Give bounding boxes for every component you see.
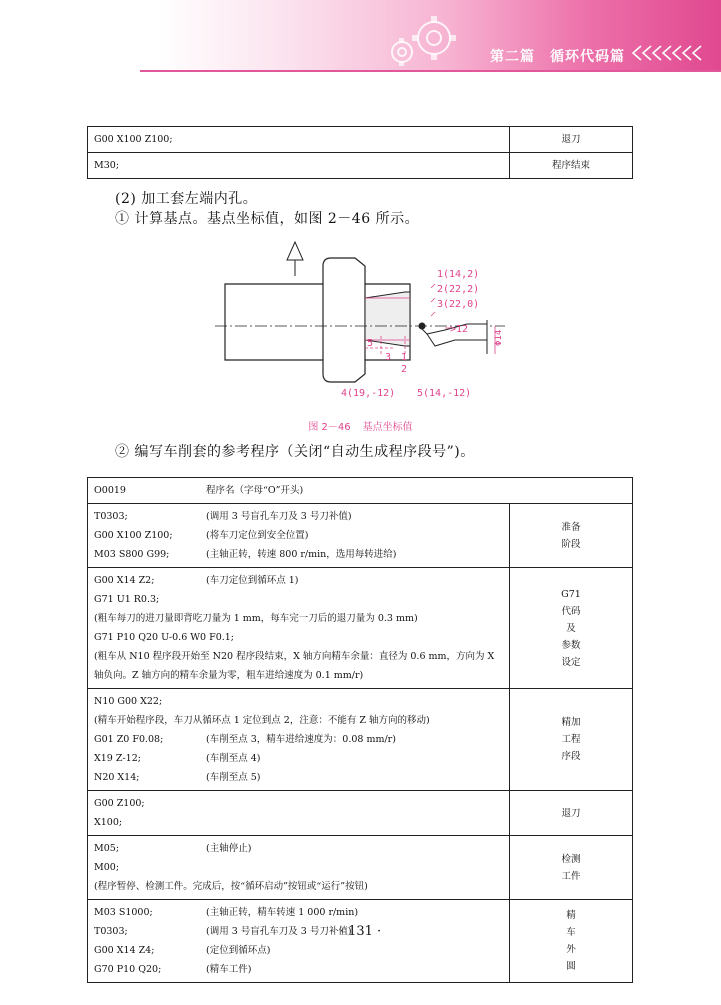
dimension-12-label: >12 xyxy=(450,324,469,335)
code-line xyxy=(94,507,503,526)
note-text: G71 xyxy=(561,588,581,600)
code-statement: M00; xyxy=(94,862,120,873)
note-cell xyxy=(510,689,633,791)
code-statement: G00 X14 Z2; xyxy=(94,575,155,586)
code-comment: (主轴停止) xyxy=(206,843,252,854)
code-line xyxy=(94,813,503,832)
figure-number: 图 2－46 xyxy=(308,422,351,433)
code-cell xyxy=(88,689,510,791)
code-line xyxy=(94,571,503,590)
note-cell xyxy=(510,900,633,983)
program-end-table xyxy=(87,126,633,179)
code-line xyxy=(94,960,503,979)
marker-2-label: 2 xyxy=(401,364,408,375)
code-line xyxy=(94,590,503,609)
code-comment: (车刀定位到循环点 1) xyxy=(206,575,299,586)
marker-3-label: 3 xyxy=(385,352,392,363)
code-statement: G00 Z100; xyxy=(94,798,145,809)
point-4-label: 4(19,-12) xyxy=(341,388,396,399)
code-statement: G71 U1 R0.3; xyxy=(94,594,160,605)
code-comment: (精车工件) xyxy=(206,964,252,975)
code-comment: (主轴正转，转速 800 r/min，选用每转进给) xyxy=(206,549,397,560)
note-text: 工件 xyxy=(561,870,581,882)
code-cell xyxy=(88,836,510,900)
note-text: 车 xyxy=(566,927,576,938)
code-line xyxy=(94,545,503,564)
table-row xyxy=(88,791,633,836)
section-title: 第二篇 循环代码篇 xyxy=(490,49,625,65)
code-line xyxy=(94,903,503,922)
code-comment: (将车刀定位到安全位置) xyxy=(206,530,309,541)
note-text: 精加 xyxy=(561,717,581,728)
program-name-cell xyxy=(88,478,633,504)
code-line xyxy=(94,526,503,545)
table-row xyxy=(88,836,633,900)
table-row xyxy=(88,504,633,568)
point-5-label: 5(14,-12) xyxy=(417,388,472,399)
code-comment: (定位到循环点) xyxy=(206,945,271,956)
note-text: 圆 xyxy=(566,961,576,972)
code-line xyxy=(94,768,503,787)
table-row xyxy=(88,568,633,689)
code-statement: X19 Z-12; xyxy=(94,753,141,764)
code-line xyxy=(94,628,503,647)
code-line xyxy=(94,749,503,768)
step-heading: (2) 加工套左端内孔。 xyxy=(115,191,258,207)
note-cell xyxy=(510,791,633,836)
note-text: 参数 xyxy=(561,639,581,651)
program-number: O0019 xyxy=(94,485,126,496)
note-cell: 退刀 xyxy=(510,127,633,153)
note-text: 外 xyxy=(566,944,576,955)
table-row xyxy=(88,127,633,153)
note-text: 退刀 xyxy=(561,807,581,819)
figure-caption xyxy=(0,418,721,433)
up-arrow-icon xyxy=(287,242,303,276)
note-cell xyxy=(510,568,633,689)
code-statement: N10 G00 X22; xyxy=(94,696,163,707)
code-statement: G00 X100 Z100; xyxy=(94,530,173,541)
code-cell xyxy=(88,791,510,836)
code-statement: N20 X14; xyxy=(94,772,140,783)
code-line xyxy=(94,839,503,858)
code-statement: G00 X14 Z4; xyxy=(94,945,155,956)
code-comment xyxy=(206,692,503,711)
table-row xyxy=(88,689,633,791)
marker-5-label: 5 xyxy=(367,338,374,349)
note-cell: 程序结束 xyxy=(510,153,633,179)
code-line: (粗车每刀的进刀量即背吃刀量为 1 mm，每车完一刀后的退刀量为 0.3 mm) xyxy=(94,613,418,624)
step-paragraph: ② 编写车削套的参考程序（关闭“自动生成程序段号”)。 xyxy=(115,444,475,460)
code-statement: G71 P10 Q20 U-0.6 W0 F0.1; xyxy=(94,632,234,643)
point-1-label: 1(14,2) xyxy=(437,269,480,280)
code-comment xyxy=(206,590,503,609)
base-point-figure xyxy=(205,236,525,411)
code-line xyxy=(94,692,503,711)
gear-decoration-icon xyxy=(372,4,472,74)
note-text: 工程 xyxy=(561,734,581,745)
header-rule xyxy=(140,70,721,72)
chevrons-left-icon xyxy=(631,44,707,62)
table-row xyxy=(88,900,633,983)
code-line: (程序暂停、检测工件。完成后，按“循环启动”按钮或“运行”按钮) xyxy=(94,881,368,892)
code-comment: (调用 3 号盲孔车刀及 3 号刀补值) xyxy=(206,511,352,522)
code-comment xyxy=(206,813,503,832)
code-line xyxy=(94,941,503,960)
code-comment: (车削至点 3，精车进给速度为：0.08 mm/r) xyxy=(206,734,396,745)
note-text: 检测 xyxy=(561,853,581,865)
marker-1-label: 1 xyxy=(401,352,408,363)
code-line xyxy=(94,730,503,749)
code-cell xyxy=(88,504,510,568)
code-cell: M30; xyxy=(88,153,510,179)
note-text: 代码 xyxy=(561,605,581,617)
code-line: (粗车从 N10 程序段开始至 N20 程序段结束，X 轴方向精车余量：直径为 0.6 mm，方向为 X 轴负向。Z 轴方向的精车余量为零，粗车进给速度为 0.1 mm/r) xyxy=(94,651,495,681)
note-text: 及 xyxy=(566,622,576,634)
code-statement: M05; xyxy=(94,843,120,854)
code-line xyxy=(94,858,503,877)
reference-program-table xyxy=(87,477,633,983)
note-text: 序段 xyxy=(561,751,581,762)
code-cell: G00 X100 Z100; xyxy=(88,127,510,153)
code-cell xyxy=(88,900,510,983)
note-text: 阶段 xyxy=(561,538,581,550)
code-cell xyxy=(88,568,510,689)
code-comment: (车削至点 4) xyxy=(206,753,261,764)
note-cell xyxy=(510,504,633,568)
code-statement: X100; xyxy=(94,817,123,828)
code-line: (精车开始程序段，车刀从循环点 1 定位到点 2，注意：不能有 Z 轴方向的移动) xyxy=(94,715,430,726)
table-row xyxy=(88,153,633,179)
note-text: 精 xyxy=(566,910,576,921)
point-3-label: 3(22,0) xyxy=(437,299,480,310)
table-header-row xyxy=(88,478,633,504)
code-comment: (调用 3 号盲孔车刀及 3 号刀补值) xyxy=(206,926,352,937)
step-paragraph: ① 计算基点。基点坐标值，如图 2－46 所示。 xyxy=(115,211,420,227)
code-statement: G01 Z0 F0.08; xyxy=(94,734,164,745)
point-2-label: 2(22,2) xyxy=(437,284,480,295)
code-statement: G70 P10 Q20; xyxy=(94,964,162,975)
program-comment: 程序名（字母“O”开头) xyxy=(206,485,304,496)
note-text: 准备 xyxy=(561,521,581,533)
code-comment: (车削至点 5) xyxy=(206,772,261,783)
code-comment xyxy=(206,794,503,813)
note-text: 设定 xyxy=(561,656,581,668)
dimension-diameter-label: Φ14 xyxy=(494,329,504,346)
page-number: · 131 · xyxy=(339,924,382,939)
code-statement: T0303; xyxy=(94,926,128,937)
code-comment xyxy=(206,858,503,877)
code-statement: T0303; xyxy=(94,511,128,522)
code-comment: (主轴正转，精车转速 1 000 r/min) xyxy=(206,907,359,918)
code-statement: M03 S800 G99; xyxy=(94,549,170,560)
code-comment xyxy=(206,628,503,647)
figure-title: 基点坐标值 xyxy=(362,422,413,433)
code-line xyxy=(94,794,503,813)
note-cell xyxy=(510,836,633,900)
code-statement: M03 S1000; xyxy=(94,907,153,918)
